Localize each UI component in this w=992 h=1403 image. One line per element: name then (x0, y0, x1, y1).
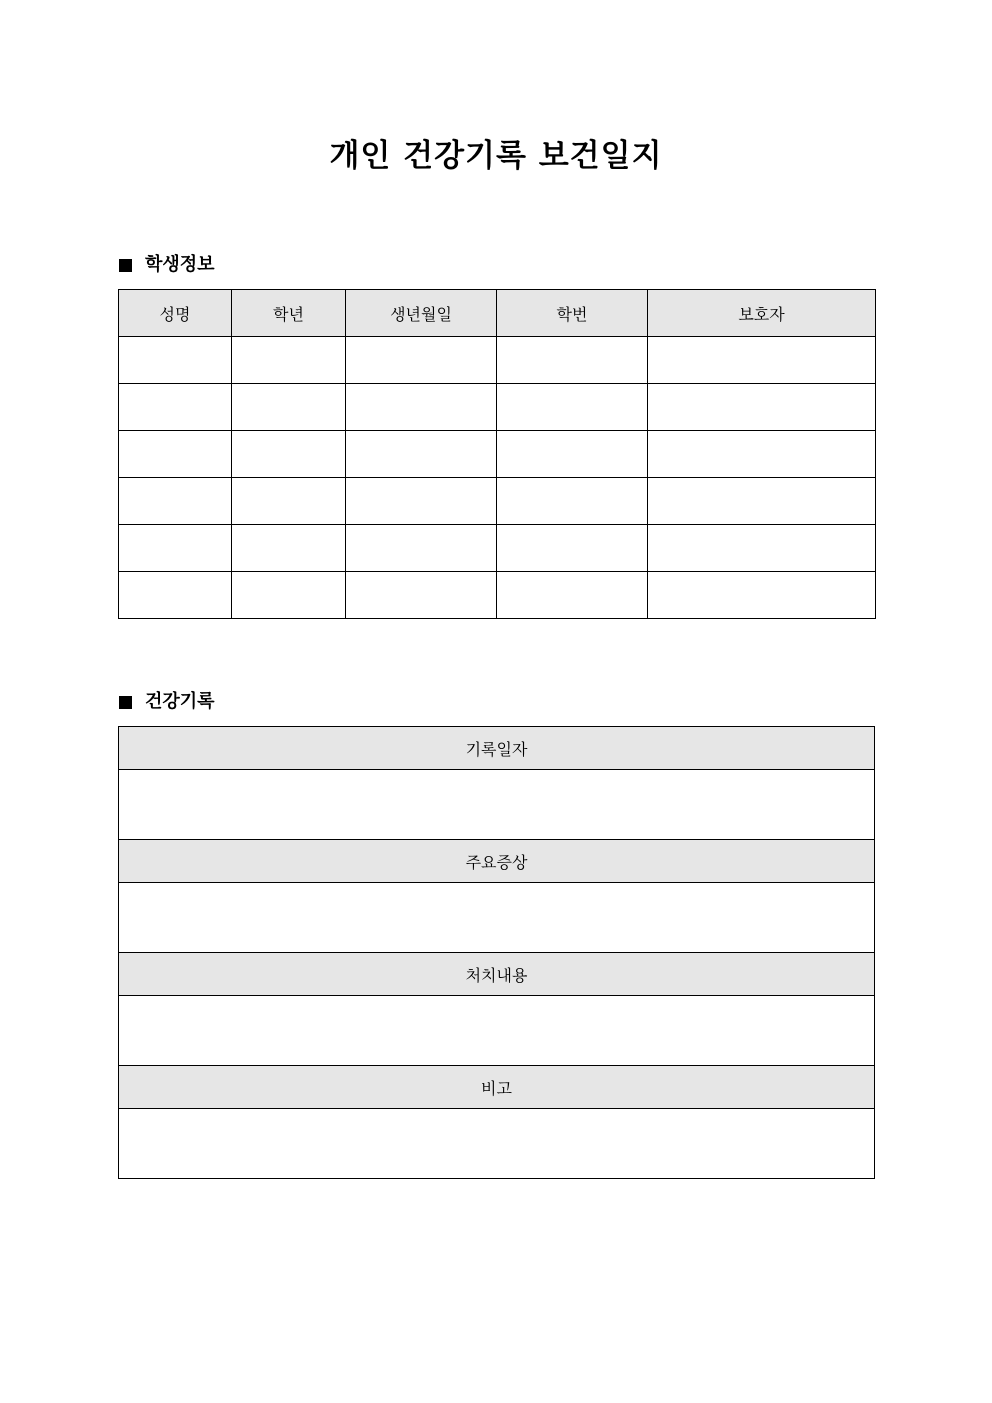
table-row (119, 525, 876, 572)
grade-cell[interactable] (232, 572, 346, 619)
student-number-cell[interactable] (497, 572, 648, 619)
student-info-heading-label: 학생정보 (145, 254, 215, 275)
column-header-guardian: 보호자 (648, 290, 876, 337)
table-row (119, 384, 876, 431)
record-value-row (119, 996, 875, 1066)
name-cell[interactable] (119, 431, 232, 478)
record-value-row (119, 883, 875, 953)
record-label-row (119, 727, 875, 770)
guardian-cell[interactable] (648, 572, 876, 619)
treatment-label: 처치내용 (119, 953, 875, 996)
grade-cell[interactable] (232, 478, 346, 525)
record-label-row (119, 1066, 875, 1109)
birthdate-cell[interactable] (346, 431, 497, 478)
student-number-cell[interactable] (497, 525, 648, 572)
table-row (119, 431, 876, 478)
name-cell[interactable] (119, 384, 232, 431)
name-cell[interactable] (119, 572, 232, 619)
name-cell[interactable] (119, 525, 232, 572)
guardian-cell[interactable] (648, 478, 876, 525)
student-table-header-row (119, 290, 876, 337)
health-record-heading-label: 건강기록 (145, 691, 215, 712)
page-title: 개인 건강기록 보건일지 (329, 138, 663, 174)
remarks-field[interactable] (119, 1109, 875, 1179)
column-header-birthdate: 생년월일 (346, 290, 497, 337)
birthdate-cell[interactable] (346, 525, 497, 572)
guardian-cell[interactable] (648, 525, 876, 572)
name-cell[interactable] (119, 337, 232, 384)
grade-cell[interactable] (232, 337, 346, 384)
square-bullet-icon (119, 696, 132, 709)
main-symptoms-field[interactable] (119, 883, 875, 953)
health-record-heading (119, 690, 215, 714)
student-number-cell[interactable] (497, 337, 648, 384)
name-cell[interactable] (119, 478, 232, 525)
birthdate-cell[interactable] (346, 572, 497, 619)
student-info-heading (119, 253, 215, 277)
record-label-row (119, 953, 875, 996)
grade-cell[interactable] (232, 525, 346, 572)
remarks-label: 비고 (119, 1066, 875, 1109)
record-value-row (119, 770, 875, 840)
column-header-grade: 학년 (232, 290, 346, 337)
record-label-row (119, 840, 875, 883)
guardian-cell[interactable] (648, 384, 876, 431)
student-number-cell[interactable] (497, 384, 648, 431)
column-header-name: 성명 (119, 290, 232, 337)
grade-cell[interactable] (232, 384, 346, 431)
student-number-cell[interactable] (497, 478, 648, 525)
student-number-cell[interactable] (497, 431, 648, 478)
record-date-field[interactable] (119, 770, 875, 840)
table-row (119, 337, 876, 384)
student-info-table (118, 289, 876, 619)
guardian-cell[interactable] (648, 431, 876, 478)
square-bullet-icon (119, 259, 132, 272)
birthdate-cell[interactable] (346, 478, 497, 525)
treatment-field[interactable] (119, 996, 875, 1066)
birthdate-cell[interactable] (346, 337, 497, 384)
guardian-cell[interactable] (648, 337, 876, 384)
table-row (119, 478, 876, 525)
grade-cell[interactable] (232, 431, 346, 478)
birthdate-cell[interactable] (346, 384, 497, 431)
record-value-row (119, 1109, 875, 1179)
record-date-label: 기록일자 (119, 727, 875, 770)
column-header-student-number: 학번 (497, 290, 648, 337)
table-row (119, 572, 876, 619)
main-symptoms-label: 주요증상 (119, 840, 875, 883)
health-record-table (118, 726, 875, 1179)
